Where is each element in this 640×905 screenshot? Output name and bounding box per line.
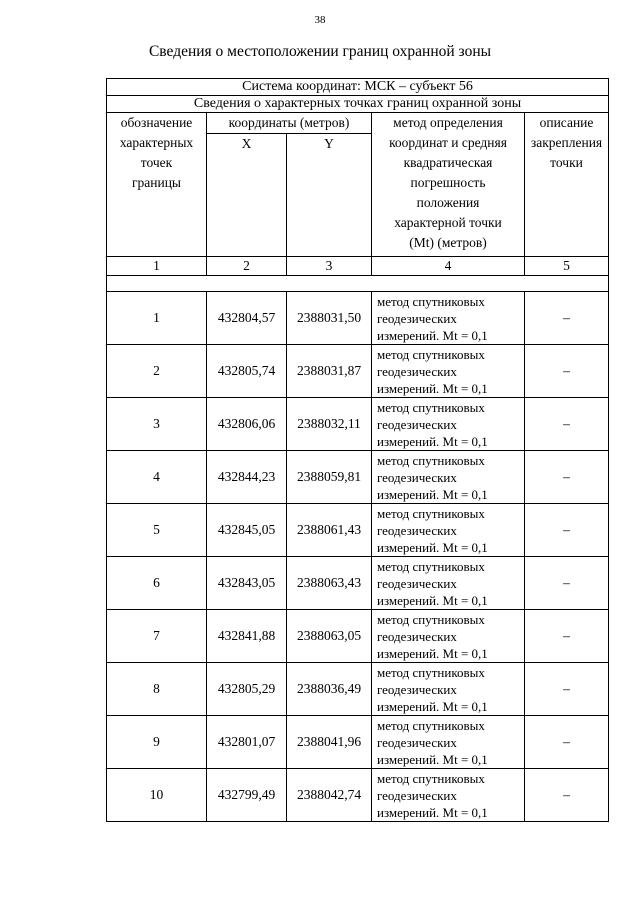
header-x: X: [207, 134, 287, 257]
point-id: 4: [107, 451, 207, 504]
coordinate-x: 432801,07: [207, 716, 287, 769]
method-cell: [372, 345, 525, 398]
table-row: [107, 663, 609, 716]
spacer-row: [107, 276, 609, 292]
points-section-title: Сведения о характерных точках границ охранной зоны: [107, 96, 609, 113]
point-id: 2: [107, 345, 207, 398]
coordinate-x: 432806,06: [207, 398, 287, 451]
coordinate-y: 2388042,74: [287, 769, 372, 822]
method-line: геодезических: [377, 681, 457, 697]
point-description: –: [525, 716, 609, 769]
coordinate-y: 2388041,96: [287, 716, 372, 769]
method-line: метод спутниковых: [377, 293, 485, 309]
point-description: –: [525, 451, 609, 504]
point-id: 5: [107, 504, 207, 557]
coordinate-y: 2388031,87: [287, 345, 372, 398]
coordinate-x: 432841,88: [207, 610, 287, 663]
method-line: измерений. Mt = 0,1: [377, 486, 488, 502]
table-row: [107, 292, 609, 345]
page-number: 38: [314, 14, 326, 26]
coordinate-x: 432805,74: [207, 345, 287, 398]
method-line: геодезических: [377, 416, 457, 432]
method-line: измерений. Mt = 0,1: [377, 327, 488, 343]
coordinate-system-title: Система координат: МСК – субъект 56: [107, 79, 609, 96]
coordinate-x: 432805,29: [207, 663, 287, 716]
table-row: [107, 398, 609, 451]
table-row: [107, 769, 609, 822]
method-line: измерений. Mt = 0,1: [377, 433, 488, 449]
method-cell: [372, 451, 525, 504]
method-line: геодезических: [377, 469, 457, 485]
method-cell: [372, 398, 525, 451]
coordinate-x: 432804,57: [207, 292, 287, 345]
point-description: –: [525, 292, 609, 345]
point-description: –: [525, 663, 609, 716]
method-line: метод спутниковых: [377, 399, 485, 415]
table-row: [107, 345, 609, 398]
header-coordinates: координаты (метров): [207, 113, 372, 134]
method-line: геодезических: [377, 575, 457, 591]
coordinate-y: 2388063,05: [287, 610, 372, 663]
method-line: геодезических: [377, 787, 457, 803]
coordinate-x: 432845,05: [207, 504, 287, 557]
table-row: [107, 451, 609, 504]
method-line: геодезических: [377, 522, 457, 538]
point-id: 10: [107, 769, 207, 822]
coordinate-y: 2388061,43: [287, 504, 372, 557]
table-row: [107, 716, 609, 769]
method-line: метод спутниковых: [377, 558, 485, 574]
method-cell: [372, 716, 525, 769]
coordinate-y: 2388059,81: [287, 451, 372, 504]
coordinate-x: 432843,05: [207, 557, 287, 610]
point-id: 9: [107, 716, 207, 769]
method-line: измерений. Mt = 0,1: [377, 645, 488, 661]
table-row: [107, 557, 609, 610]
method-line: метод спутниковых: [377, 346, 485, 362]
method-line: геодезических: [377, 734, 457, 750]
method-line: геодезических: [377, 363, 457, 379]
table-row: [107, 610, 609, 663]
point-description: –: [525, 610, 609, 663]
point-description: –: [525, 557, 609, 610]
header-y: Y: [287, 134, 372, 257]
column-number: 5: [525, 257, 609, 276]
method-line: метод спутниковых: [377, 717, 485, 733]
point-description: –: [525, 345, 609, 398]
point-description: –: [525, 769, 609, 822]
point-id: 1: [107, 292, 207, 345]
point-id: 8: [107, 663, 207, 716]
coordinate-x: 432799,49: [207, 769, 287, 822]
coordinate-y: 2388036,49: [287, 663, 372, 716]
column-number: 2: [207, 257, 287, 276]
method-cell: [372, 292, 525, 345]
method-line: геодезических: [377, 310, 457, 326]
method-cell: [372, 504, 525, 557]
column-number: 1: [107, 257, 207, 276]
method-cell: [372, 769, 525, 822]
method-line: геодезических: [377, 628, 457, 644]
method-cell: [372, 610, 525, 663]
header-description: описание закрепления точки: [525, 113, 609, 257]
document-title: Сведения о местоположении границ охранной зоны: [148, 43, 492, 60]
boundary-points-table: [106, 78, 609, 822]
column-number: 4: [372, 257, 525, 276]
method-line: измерений. Mt = 0,1: [377, 539, 488, 555]
method-line: метод спутниковых: [377, 452, 485, 468]
method-cell: [372, 663, 525, 716]
coordinate-x: 432844,23: [207, 451, 287, 504]
method-line: измерений. Mt = 0,1: [377, 592, 488, 608]
header-designation: обозначение характерных точек границы: [107, 113, 207, 257]
method-line: метод спутниковых: [377, 770, 485, 786]
method-cell: [372, 557, 525, 610]
method-line: метод спутниковых: [377, 611, 485, 627]
method-line: измерений. Mt = 0,1: [377, 380, 488, 396]
method-line: измерений. Mt = 0,1: [377, 804, 488, 820]
table-row: [107, 504, 609, 557]
header-method: метод определения координат и средняя квадратическая погрешность положения характерной точки (Mt) (метров): [372, 113, 525, 257]
point-description: –: [525, 398, 609, 451]
point-id: 3: [107, 398, 207, 451]
method-line: метод спутниковых: [377, 505, 485, 521]
point-id: 6: [107, 557, 207, 610]
coordinate-y: 2388063,43: [287, 557, 372, 610]
column-number: 3: [287, 257, 372, 276]
method-line: измерений. Mt = 0,1: [377, 751, 488, 767]
method-line: метод спутниковых: [377, 664, 485, 680]
coordinate-y: 2388032,11: [287, 398, 372, 451]
method-line: измерений. Mt = 0,1: [377, 698, 488, 714]
coordinate-y: 2388031,50: [287, 292, 372, 345]
point-id: 7: [107, 610, 207, 663]
point-description: –: [525, 504, 609, 557]
